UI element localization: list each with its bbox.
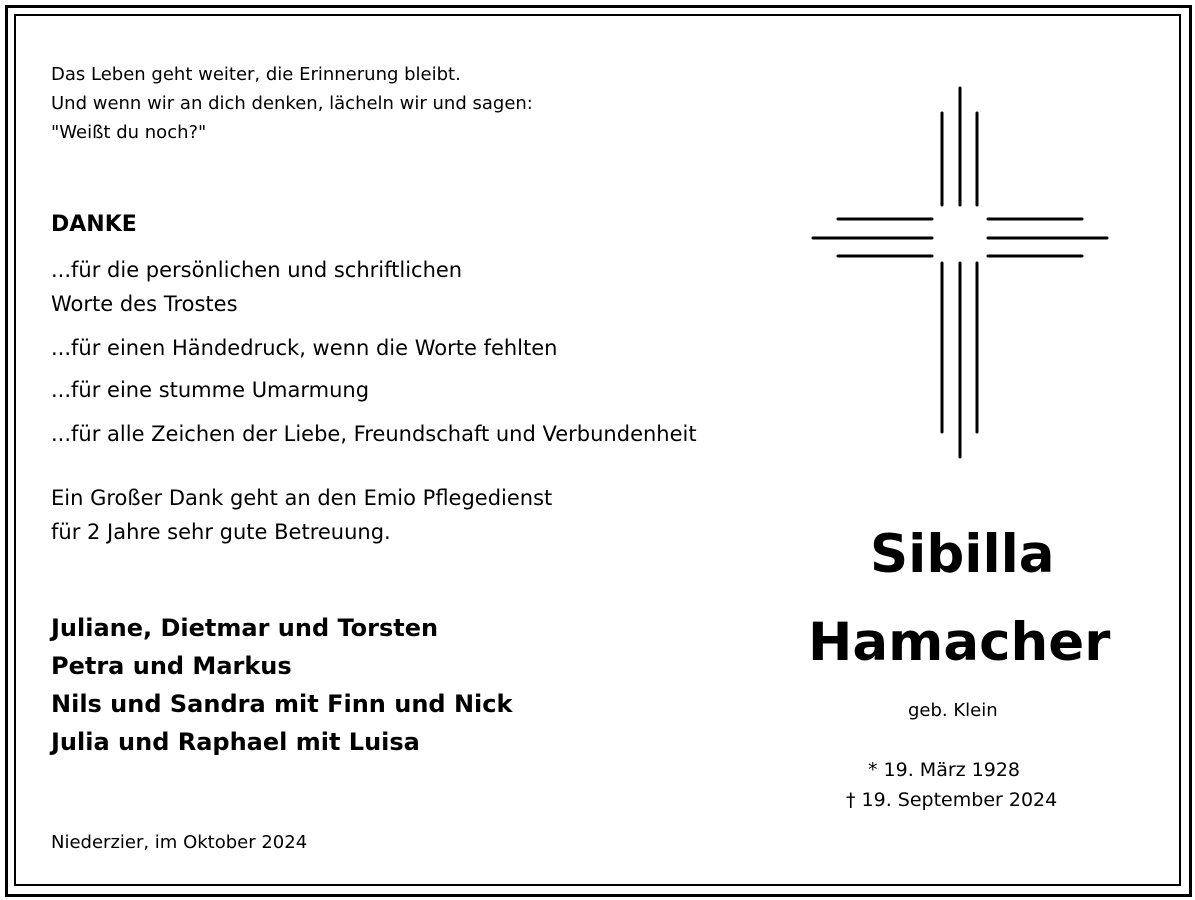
thanks-note-line: Ein Großer Dank geht an den Emio Pflegedienst xyxy=(51,486,553,510)
maiden-name: geb. Klein xyxy=(908,700,998,721)
intro-line: Und wenn wir an dich denken, lächeln wir und sagen: xyxy=(51,93,533,114)
cross-icon xyxy=(805,80,1115,465)
danke-item: ...für eine stumme Umarmung xyxy=(51,378,370,402)
danke-item: ...für alle Zeichen der Liebe, Freundschaft und Verbundenheit xyxy=(51,422,697,446)
family-line: Nils und Sandra mit Finn und Nick xyxy=(51,690,513,718)
last-name: Hamacher xyxy=(808,612,1111,673)
danke-item: Worte des Trostes xyxy=(51,292,238,316)
birth-date: * 19. März 1928 xyxy=(868,759,1021,781)
danke-item: ...für die persönlichen und schriftlichen xyxy=(51,258,463,282)
thanks-note-line: für 2 Jahre sehr gute Betreuung. xyxy=(51,520,391,544)
first-name: Sibilla xyxy=(870,524,1055,585)
death-date: † 19. September 2024 xyxy=(846,789,1058,811)
danke-heading: DANKE xyxy=(51,212,137,237)
intro-quote xyxy=(51,60,533,147)
family-line: Juliane, Dietmar und Torsten xyxy=(51,614,439,642)
intro-line: "Weißt du noch?" xyxy=(51,122,207,143)
family-line: Petra und Markus xyxy=(51,652,292,680)
danke-item: ...für einen Händedruck, wenn die Worte fehlten xyxy=(51,336,558,360)
intro-line: Das Leben geht weiter, die Erinnerung bleibt. xyxy=(51,64,461,85)
place-date: Niederzier, im Oktober 2024 xyxy=(51,832,308,853)
family-line: Julia und Raphael mit Luisa xyxy=(51,728,420,756)
